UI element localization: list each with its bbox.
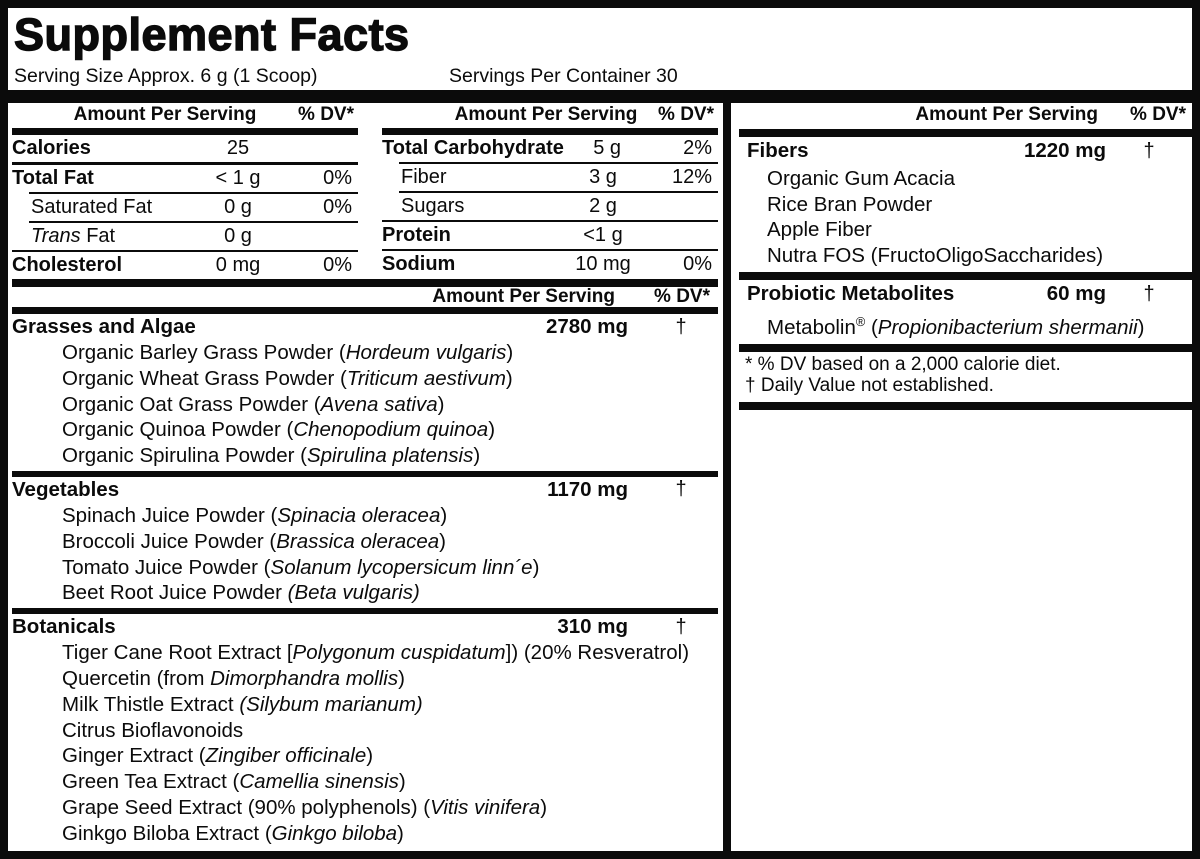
- right-panel: [739, 103, 1192, 410]
- nutrient-label: Calories: [12, 137, 91, 159]
- percent-dv-header: % DV*: [658, 104, 714, 125]
- servings-per-container-text: Servings Per Container 30: [449, 65, 678, 87]
- nutrient-dv: 12%: [671, 166, 712, 188]
- section-header: [739, 283, 1192, 305]
- nutrient-amount: 10 mg: [575, 253, 631, 275]
- ingredient-item: Metabolin® (Propionibacterium shermanii): [767, 314, 1145, 339]
- nutrient-amount: 0 g: [224, 196, 252, 218]
- nutrient-amount: <1 g: [583, 224, 623, 246]
- section-vegetables: [12, 479, 718, 614]
- section-header: [12, 616, 718, 638]
- nutrient-amount: 25: [226, 137, 250, 159]
- separator-bar: [739, 272, 1192, 280]
- nutrient-label: Cholesterol: [12, 254, 123, 276]
- ingredient-item: Nutra FOS (FructoOligoSaccharides): [767, 243, 1104, 267]
- section-amount: 1170 mg: [547, 477, 628, 501]
- nutrient-row-protein: [382, 222, 718, 249]
- footnote-dv: * % DV based on a 2,000 calorie diet.: [745, 354, 1061, 376]
- ingredient-item: Citrus Bioflavonoids: [62, 718, 244, 742]
- nutrient-amount: 2 g: [589, 195, 617, 217]
- dagger-symbol: †: [1143, 282, 1155, 305]
- ingredient-item: Milk Thistle Extract (Silybum marianum): [62, 692, 423, 716]
- nutrient-row-fiber: [382, 164, 718, 191]
- ingredient-item: Beet Root Juice Powder (Beta vulgaris): [62, 581, 420, 605]
- nutrient-column-left: [12, 104, 358, 279]
- ingredient-item: Organic Spirulina Powder (Spirulina platensis): [62, 444, 481, 468]
- ingredient-item: Organic Quinoa Powder (Chenopodium quinoa): [62, 418, 496, 442]
- panel-bottom-border: [739, 402, 1192, 410]
- ingredient-list: [12, 640, 718, 846]
- nutrient-label: Total Fat: [12, 167, 94, 189]
- serving-info: [14, 65, 1192, 88]
- ingredient-item: Broccoli Juice Powder (Brassica oleracea): [62, 529, 446, 553]
- dagger-symbol: †: [675, 315, 687, 338]
- nutrient-dv: 0%: [323, 254, 352, 276]
- column-header: [382, 104, 718, 126]
- ingredient-item: Organic Wheat Grass Powder (Triticum aestivum): [62, 366, 513, 390]
- nutrient-amount: 0 g: [224, 225, 252, 247]
- section-amount: 1220 mg: [1023, 139, 1106, 162]
- ingredient-list: [12, 340, 718, 469]
- section-name: Fibers: [747, 139, 809, 162]
- dagger-symbol: †: [1143, 139, 1155, 162]
- nutrient-row-saturated-fat: [12, 194, 358, 221]
- ingredient-item: Apple Fiber: [767, 218, 872, 241]
- page-title: Supplement Facts: [14, 9, 410, 60]
- ingredient-item: Tomato Juice Powder (Solanum lycopersicum linn´e): [62, 555, 540, 579]
- separator-bar: [739, 129, 1192, 137]
- amount-per-serving-header: Amount Per Serving: [73, 104, 257, 125]
- section-name: Vegetables: [12, 477, 120, 501]
- dagger-symbol: †: [675, 615, 687, 638]
- section-header: [12, 479, 718, 501]
- nutrient-amount: 0 mg: [215, 254, 261, 276]
- nutrient-amount: 5 g: [593, 137, 622, 159]
- amount-per-serving-header: Amount Per Serving: [454, 104, 638, 125]
- footnotes: [739, 354, 1192, 402]
- ingredient-item: Green Tea Extract (Camellia sinensis): [62, 770, 406, 794]
- section-amount: 60 mg: [1046, 282, 1106, 305]
- ingredient-item: Organic Oat Grass Powder (Avena sativa): [62, 392, 445, 416]
- nutrient-dv: 0%: [323, 196, 352, 218]
- percent-dv-header: % DV*: [298, 104, 354, 125]
- nutrient-row-trans-fat: [12, 223, 358, 250]
- nutrient-label: Total Carbohydrate: [382, 137, 564, 159]
- nutrient-row-calories: [12, 135, 358, 162]
- section-amount: 2780 mg: [545, 315, 628, 338]
- ingredient-item: Grape Seed Extract (90% polyphenols) (Vitis vinifera): [62, 795, 548, 819]
- separator-bar: [382, 128, 718, 135]
- nutrient-label: Saturated Fat: [31, 196, 153, 218]
- ingredient-item: Quercetin (from Dimorphandra mollis): [62, 666, 405, 690]
- amount-per-serving-header: Amount Per Serving: [915, 104, 1098, 125]
- nutrient-amount: < 1 g: [215, 167, 261, 189]
- ingredient-item: Organic Barley Grass Powder (Hordeum vulgaris): [62, 341, 514, 364]
- ingredient-item: Ginkgo Biloba Extract (Ginkgo biloba): [62, 821, 404, 845]
- section-amount: 310 mg: [557, 615, 628, 639]
- nutrient-label: Fat: [80, 225, 116, 247]
- nutrient-label: Sugars: [401, 195, 465, 217]
- column-header: [12, 104, 358, 126]
- separator-bar: [12, 471, 718, 477]
- nutrient-label-italic: Trans: [31, 225, 81, 247]
- nutrient-row-cholesterol: [12, 252, 358, 279]
- amount-per-serving-header: Amount Per Serving: [432, 286, 615, 307]
- ingredient-item: Organic Gum Acacia: [767, 167, 955, 190]
- ingredient-item: Spinach Juice Powder (Spinacia oleracea): [62, 503, 448, 527]
- nutrient-row-total-carbohydrate: [382, 135, 718, 162]
- column-header: [739, 105, 1192, 126]
- section-fibers: [739, 140, 1192, 268]
- nutrition-area: [12, 104, 718, 849]
- ingredient-item: Rice Bran Powder: [767, 192, 933, 216]
- nutrient-column-middle: [382, 104, 718, 278]
- nutrient-label: Sodium: [382, 253, 456, 275]
- serving-size-text: Serving Size Approx. 6 g (1 Scoop): [14, 65, 318, 87]
- nutrient-row-sodium: [382, 251, 718, 278]
- dagger-symbol: †: [675, 478, 687, 501]
- vertical-divider: [723, 103, 731, 851]
- separator-bar-top: [8, 90, 1192, 103]
- ingredient-item: Tiger Cane Root Extract [Polygonum cuspidatum]) (20% Resveratrol): [62, 641, 690, 665]
- nutrient-label: Protein: [382, 224, 451, 246]
- separator-bar: [739, 344, 1192, 352]
- separator-bar: [12, 128, 358, 135]
- separator-bar: [12, 307, 718, 314]
- nutrient-label: Fiber: [401, 166, 447, 188]
- section-name: Probiotic Metabolites: [747, 282, 955, 305]
- percent-dv-header: % DV*: [1130, 104, 1186, 125]
- section-header: [12, 316, 718, 338]
- ingredient-item: Ginger Extract (Zingiber officinale): [62, 744, 374, 768]
- registered-trademark-symbol: ®: [855, 314, 866, 329]
- nutrient-dv: 0%: [683, 253, 712, 275]
- section-probiotic-metabolites: [739, 283, 1192, 340]
- nutrient-amount: 3 g: [589, 166, 617, 188]
- ingredient-list: [12, 503, 718, 606]
- section-name: Botanicals: [12, 615, 116, 639]
- ingredient-list: [739, 166, 1192, 268]
- section-botanicals: [12, 616, 718, 846]
- separator-bar: [12, 608, 718, 614]
- column-header-span: [12, 287, 718, 307]
- footnote-daily-value: † Daily Value not established.: [745, 374, 994, 396]
- nutrient-row-sugars: [382, 193, 718, 220]
- section-name: Grasses and Algae: [12, 315, 196, 338]
- percent-dv-header: % DV*: [654, 286, 710, 307]
- section-header: [739, 140, 1192, 162]
- section-grasses-and-algae: [12, 316, 718, 477]
- nutrient-row-total-fat: [12, 165, 358, 192]
- ingredient-list: [739, 309, 1192, 340]
- nutrient-dv: 2%: [683, 137, 712, 159]
- nutrient-dv: 0%: [323, 167, 352, 189]
